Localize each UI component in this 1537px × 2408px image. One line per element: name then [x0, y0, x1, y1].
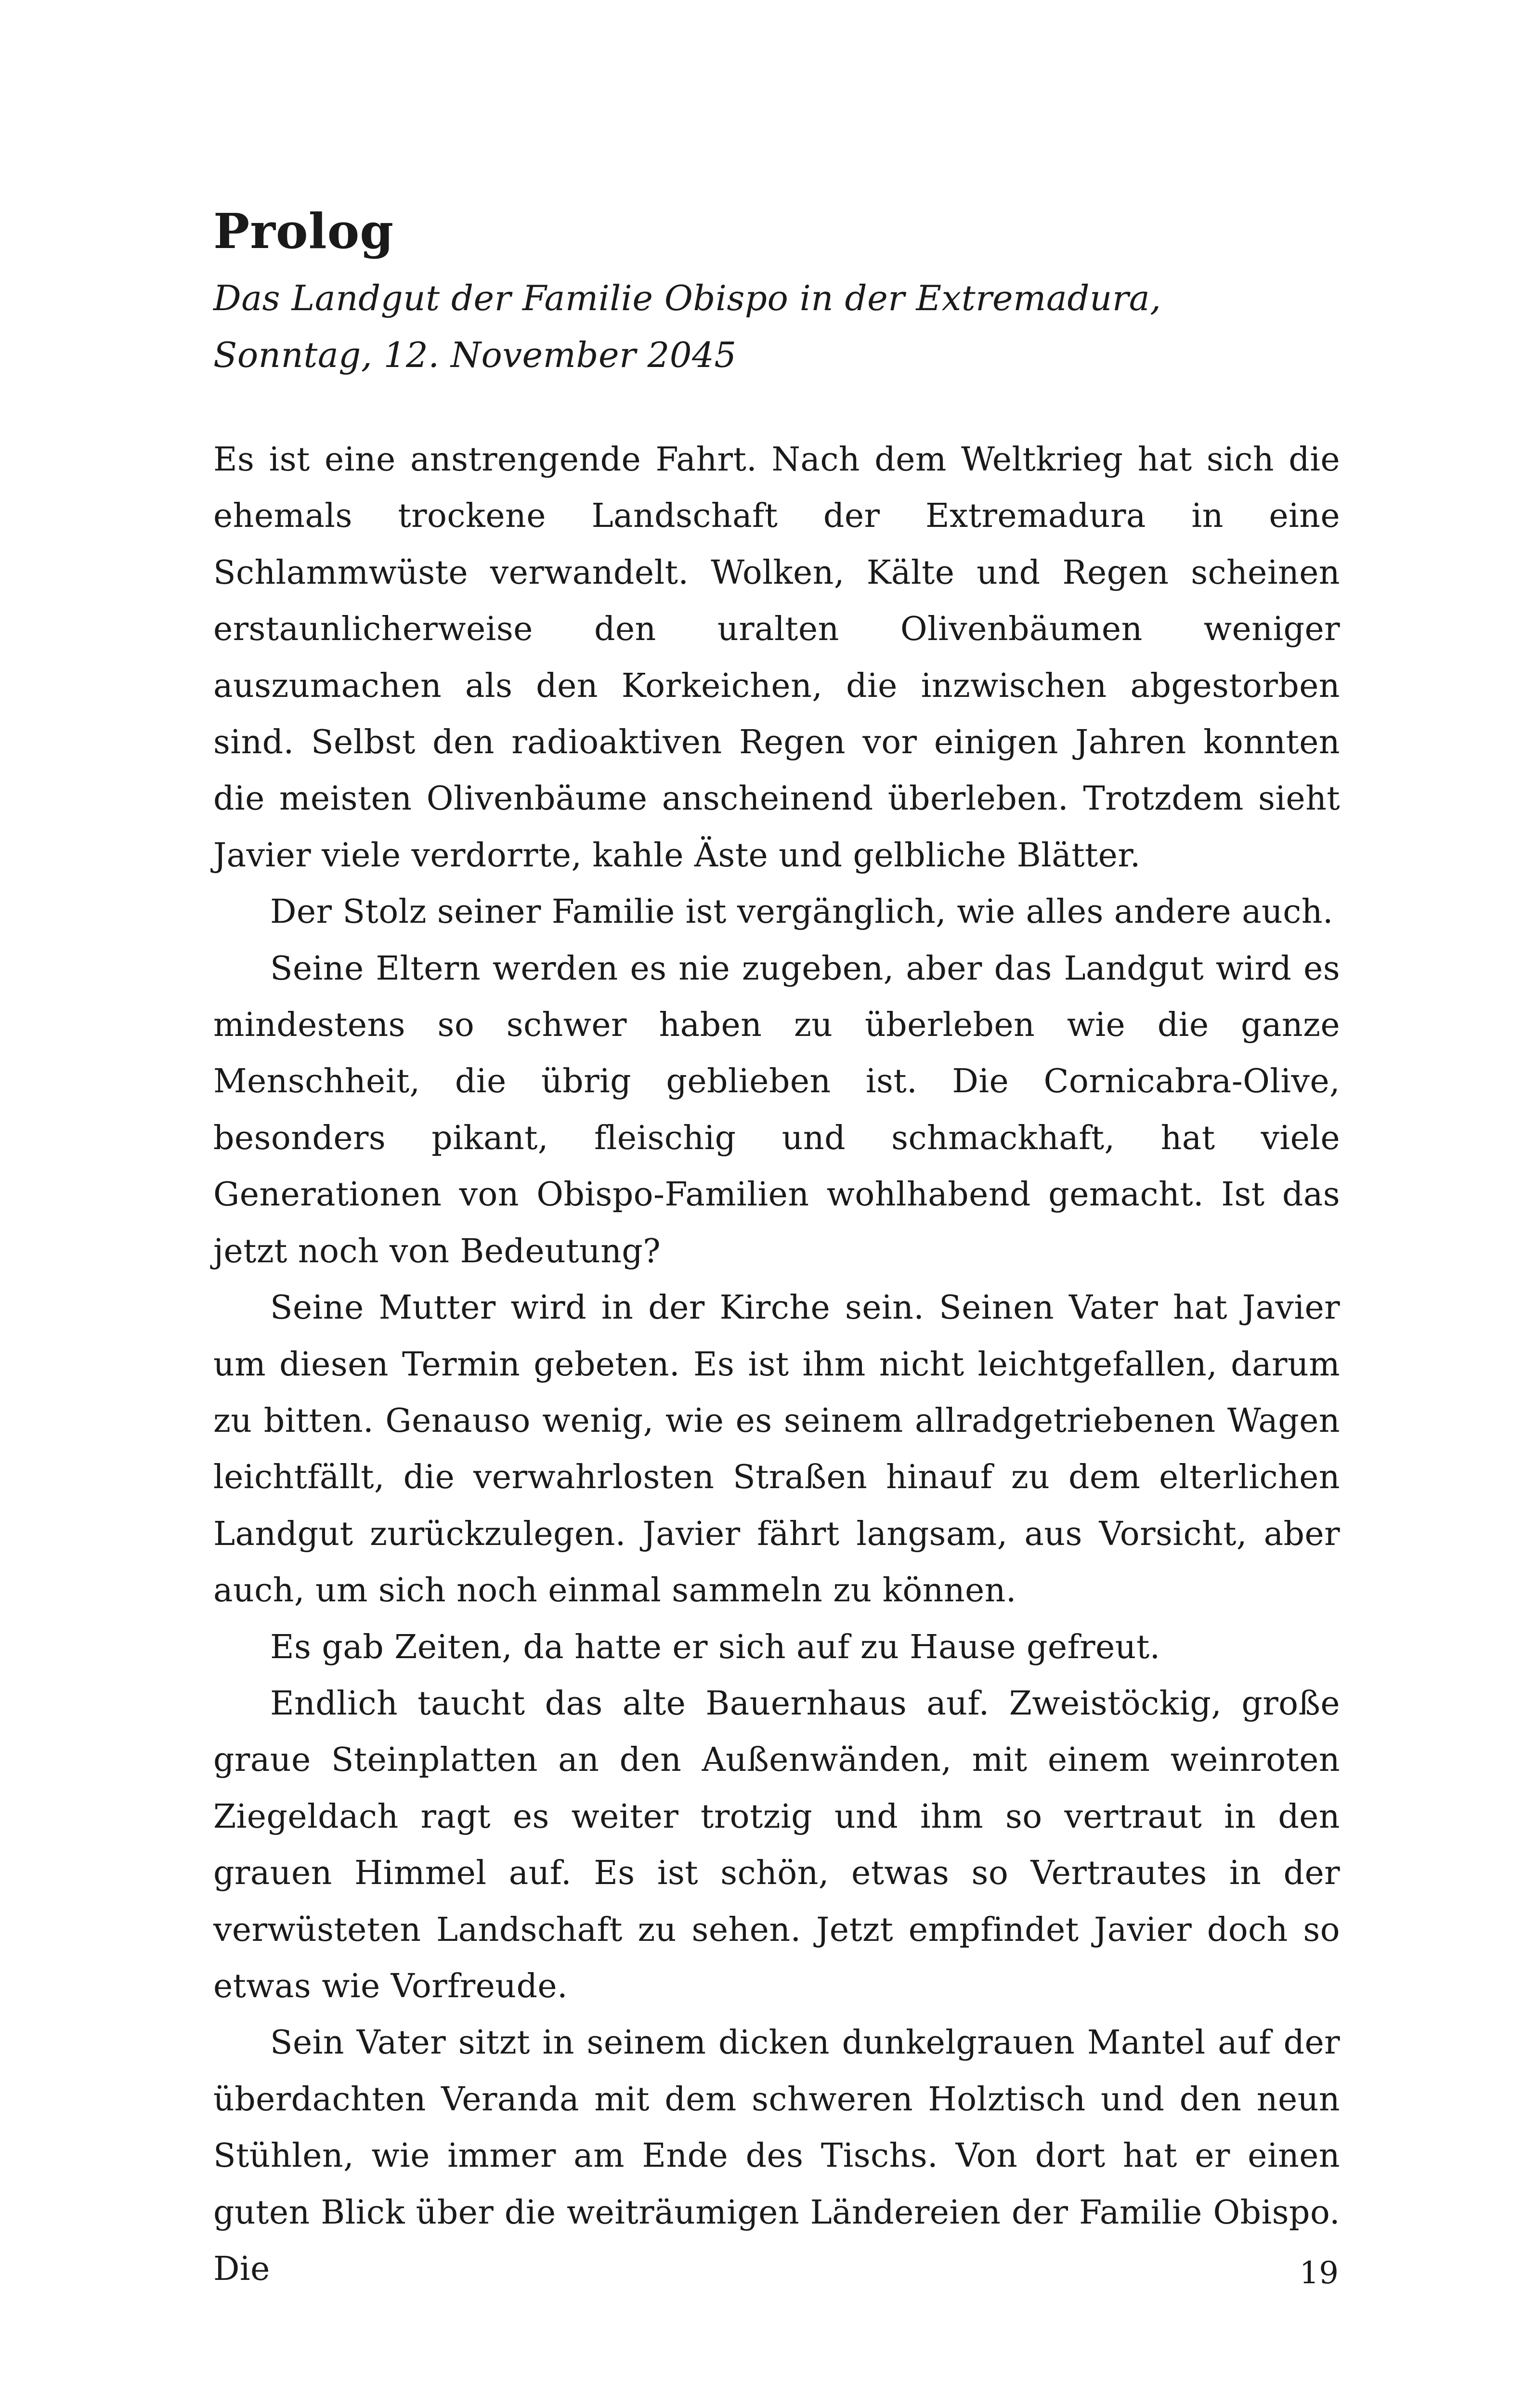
- page-number: 19: [1299, 2255, 1339, 2291]
- paragraph: Es gab Zeiten, da hatte er sich auf zu Hause gefreut.: [270, 1628, 1160, 1666]
- paragraph: Es ist eine anstrengende Fahrt. Nach dem Weltkrieg hat sich die ehemals trockene Landschaft der Extremadura in eine Schlammwüste verwandelt. Wolken, Kälte und Regen scheinen erstaunlicherweise den uralten Olivenbäumen weniger auszumachen als den Korkeichen, die inzwischen abgestorben sind. Selbst den radioaktiven Regen vor einigen Jahren konnten die meisten Olivenbäume anscheinend überleben. Trotzdem sieht Javier viele verdorrte, kahle Äste und gelbliche Blätter.: [213, 441, 1340, 875]
- paragraph: Endlich taucht das alte Bauernhaus auf. Zweistöckig, große graue Steinplatten an den Außenwänden, mit einem weinroten Ziegeldach ragt es weiter trotzig und ihm so vertraut in den grauen Himmel auf. Es ist schön, etwas so Vertrautes in der verwüsteten Landschaft zu sehen. Jetzt empfindet Javier doch so etwas wie Vorfreude.: [213, 1684, 1340, 2005]
- subtitle-line-date: Sonntag, 12. November 2045: [213, 335, 737, 375]
- text-block: [213, 197, 1340, 2297]
- paragraph: Der Stolz seiner Familie ist vergänglich, wie alles andere auch.: [270, 893, 1333, 931]
- paragraph: Seine Eltern werden es nie zugeben, aber das Landgut wird es mindestens so schwer haben zu überleben wie die ganze Menschheit, die übrig geblieben ist. Die Cornicabra-Olive, besonders pikant, fleischig und schmackhaft, hat viele Generationen von Obispo-Familien wohlhabend gemacht. Ist das jetzt noch von Bedeutung?: [213, 949, 1340, 1270]
- chapter-title: Prolog: [213, 203, 394, 260]
- subtitle-line-location: Das Landgut der Familie Obispo in der Extremadura,: [213, 278, 1161, 318]
- chapter-subtitle: [213, 270, 1340, 383]
- paragraph: Sein Vater sitzt in seinem dicken dunkelgrauen Mantel auf der überdachten Veranda mit dem schweren Holztisch und den neun Stühlen, wie immer am Ende des Tischs. Von dort hat er einen guten Blick über die weiträumigen Ländereien der Familie Obispo. Die: [213, 2024, 1340, 2288]
- body-text: [213, 432, 1340, 2297]
- paragraph: Seine Mutter wird in der Kirche sein. Seinen Vater hat Javier um diesen Termin gebeten. Es ist ihm nicht leichtgefallen, darum zu bitten. Genauso wenig, wie es seinem allradgetriebenen Wagen leichtfällt, die verwahrlosten Straßen hinauf zu dem elterlichen Landgut zurückzulegen. Javier fährt langsam, aus Vorsicht, aber auch, um sich noch einmal sammeln zu können.: [213, 1289, 1340, 1610]
